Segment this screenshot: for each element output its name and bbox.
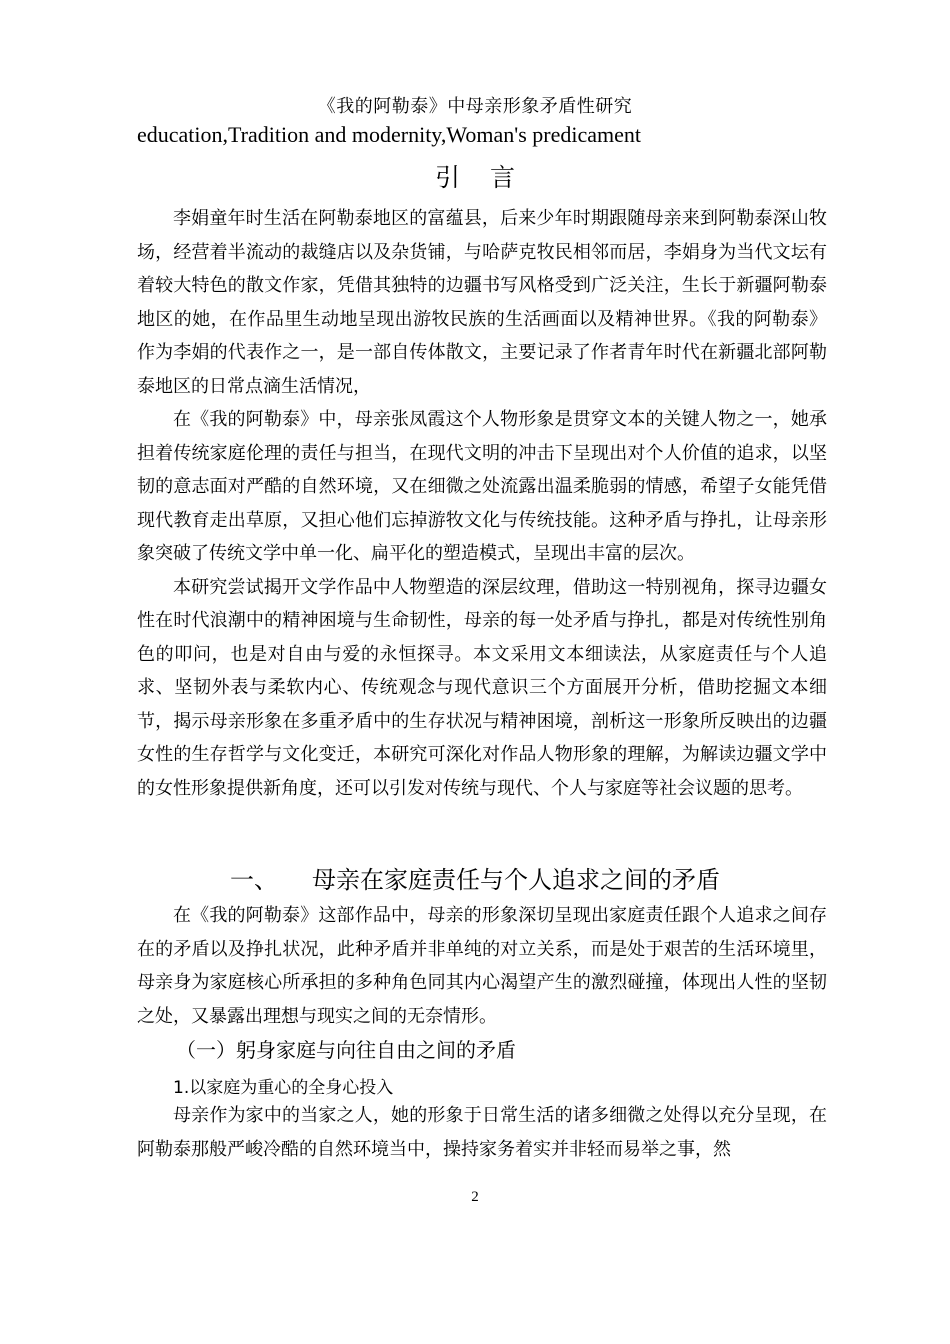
introduction-heading: 引言 (434, 163, 545, 192)
english-keywords-line: education,Tradition and modernity,Woman's predicament (137, 122, 642, 147)
intro-paragraph-3: 本研究尝试揭开文学作品中人物塑造的深层纹理，借助这一特别视角，探寻边疆女性在时代浪潮中的精神困境与生命韧性，母亲的每一处矛盾与挣扎，都是对传统性别角色的叩问，也是对自由与爱的永恒探寻。本文采用文本细读法，从家庭责任与个人追求、坚韧外表与柔软内心、传统观念与现代意识三个方面展开分析，借助挖掘文本细节，揭示母亲形象在多重矛盾中的生存状况与精神困境，剖析这一形象所反映出的边疆女性的生存哲学与文化变迁，本研究可深化对作品人物形象的理解，为解读边疆文学中的女性形象提供新角度，还可以引发对传统与现代、个人与家庭等社会议题的思考。 (137, 576, 827, 799)
section-one-body (137, 899, 827, 1033)
page-number: 2 (471, 1189, 479, 1205)
item-heading: 1.以家庭为重心的全身心投入 (173, 1078, 394, 1098)
section-one-heading (0, 860, 950, 895)
subsection-heading: （一）躬身家庭与向往自由之间的矛盾 (176, 1038, 516, 1062)
section-one-title: 母亲在家庭责任与个人追求之间的矛盾 (312, 866, 720, 894)
item-paragraph: 母亲作为家中的当家之人，她的形象于日常生活的诸多细微之处得以充分呈现，在阿勒泰那般严峻冷酷的自然环境当中，操持家务着实并非轻而易举之事，然 (137, 1105, 827, 1160)
section-one-number: 一、 (230, 866, 278, 894)
running-header-title: 《我的阿勒泰》中母亲形象矛盾性研究 (317, 96, 633, 117)
intro-paragraph-2: 在《我的阿勒泰》中，母亲张凤霞这个人物形象是贯穿文本的关键人物之一，她承担着传统家庭伦理的责任与担当，在现代文明的冲击下呈现出对个人价值的追求，以坚韧的意志面对严酷的自然环境，又在细微之处流露出温柔脆弱的情感，希望子女能凭借现代教育走出草原，又担心他们忘掉游牧文化与传统技能。这种矛盾与挣扎，让母亲形象突破了传统文学中单一化、扁平化的塑造模式，呈现出丰富的层次。 (137, 409, 827, 564)
introduction-body (137, 202, 827, 805)
item-body (137, 1099, 827, 1166)
intro-paragraph-1: 李娟童年时生活在阿勒泰地区的富蕴县，后来少年时期跟随母亲来到阿勒泰深山牧场，经营着半流动的裁缝店以及杂货铺，与哈萨克牧民相邻而居，李娟身为当代文坛有着较大特色的散文作家，凭借其独特的边疆书写风格受到广泛关注，生长于新疆阿勒泰地区的她，在作品里生动地呈现出游牧民族的生活画面以及精神世界。《我的阿勒泰》作为李娟的代表作之一，是一部自传体散文，主要记录了作者青年时代在新疆北部阿勒泰地区的日常点滴生活情况， (137, 208, 827, 397)
section-one-paragraph: 在《我的阿勒泰》这部作品中，母亲的形象深切呈现出家庭责任跟个人追求之间存在的矛盾以及挣扎状况，此种矛盾并非单纯的对立关系，而是处于艰苦的生活环境里，母亲身为家庭核心所承担的多种角色同其内心渴望产生的激烈碰撞，体现出人性的坚韧之处，又暴露出理想与现实之间的无奈情形。 (137, 905, 827, 1027)
